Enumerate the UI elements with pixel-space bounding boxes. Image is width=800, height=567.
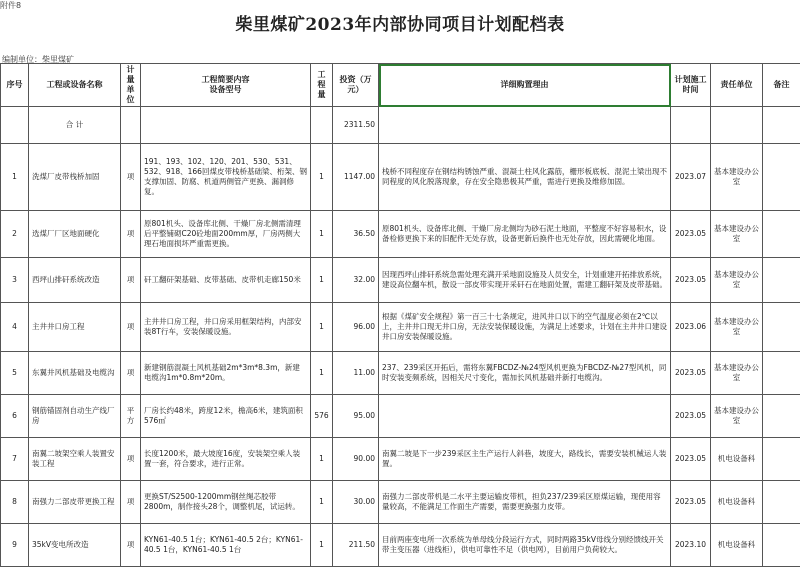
cell-reason[interactable]: 237、239采区开拓后，需将东翼FBCDZ-№24型风机更换为FBCDZ-№27型风机，同时安装变频系统，因相关尺寸变化，需加长风机基础并新打电缆沟。	[379, 352, 671, 395]
cell-no[interactable]: 4	[1, 303, 29, 352]
cell-unit[interactable]: 项	[121, 211, 141, 258]
table-row[interactable]	[1, 438, 800, 481]
cell-no[interactable]: 2	[1, 211, 29, 258]
cell-invest[interactable]: 30.00	[333, 481, 379, 524]
cell-content[interactable]: 191、193、102、120、201、530、531、532、918、166回煤皮带栈桥基础梁、桁架、钢支撑加固、防腐、机道两侧管产更换、漏洞修复。	[141, 144, 311, 211]
table-row[interactable]	[1, 303, 800, 352]
cell-dept[interactable]: 机电设备科	[711, 481, 763, 524]
table-row[interactable]	[1, 211, 800, 258]
cell-reason[interactable]	[379, 395, 671, 438]
cell-dept[interactable]: 基本建设办公室	[711, 395, 763, 438]
header-remark: 备注	[763, 64, 800, 107]
cell-remark[interactable]	[763, 438, 800, 481]
cell-remark[interactable]	[763, 303, 800, 352]
cell-invest[interactable]: 32.00	[333, 258, 379, 303]
cell-content[interactable]: 矸工翻矸架基础、皮带基础、皮带机走廊150米	[141, 258, 311, 303]
cell-dept[interactable]: 机电设备科	[711, 438, 763, 481]
cell-remark[interactable]	[763, 395, 800, 438]
header-qty: 工程量	[311, 64, 333, 107]
header-invest: 投资（万元）	[333, 64, 379, 107]
header-reason[interactable]: 详细购置理由	[379, 64, 671, 107]
cell-no[interactable]: 9	[1, 524, 29, 567]
table-row[interactable]	[1, 524, 800, 567]
header-name: 工程或设备名称	[29, 64, 121, 107]
cell-qty[interactable]: 1	[311, 438, 333, 481]
cell-name[interactable]: 钢筋锚固剂自动生产线厂房	[29, 395, 121, 438]
cell-invest[interactable]: 95.00	[333, 395, 379, 438]
cell-dept[interactable]: 基本建设办公室	[711, 144, 763, 211]
cell-no[interactable]: 3	[1, 258, 29, 303]
cell-qty[interactable]: 576	[311, 395, 333, 438]
cell-invest[interactable]: 1147.00	[333, 144, 379, 211]
cell-invest[interactable]: 211.50	[333, 524, 379, 567]
cell-content[interactable]: 原801机头、设备库北侧、干燥厂房北侧需清理后平整铺砌C20砼地面200mm厚，厂房两侧大理石地面损坏严重需更换。	[141, 211, 311, 258]
cell-plan-time[interactable]: 2023.05	[671, 481, 711, 524]
header-plan-time: 计划施工时间	[671, 64, 711, 107]
header-row	[1, 64, 800, 107]
header-unit: 计量单位	[121, 64, 141, 107]
cell-plan-time[interactable]: 2023.05	[671, 211, 711, 258]
cell-invest[interactable]: 90.00	[333, 438, 379, 481]
cell-plan-time[interactable]: 2023.05	[671, 438, 711, 481]
cell-content[interactable]: 长度1200米，最大坡度16度，安装架空乘人装置一套，符合要求，进行正常。	[141, 438, 311, 481]
cell-reason[interactable]: 根据《煤矿安全规程》第一百三十七条规定，进风井口以下的空气温度必须在2℃以上，主井井口现无井口房，无法安装保暖设施，为满足上述要求，计划在主井井口建设井口房安装保暖设施。	[379, 303, 671, 352]
cell-reason[interactable]: 原801机头、设备库北侧、干燥厂房北侧均为砂石泥土地面，平整度不好容易积水，设备检修更换下来的旧配件无处存放，设备更新后换件也无处存放，因此需硬化地面。	[379, 211, 671, 258]
cell-name[interactable]: 选煤厂厂区地面硬化	[29, 211, 121, 258]
cell-invest[interactable]: 96.00	[333, 303, 379, 352]
cell-dept[interactable]: 机电设备科	[711, 524, 763, 567]
cell-no[interactable]: 5	[1, 352, 29, 395]
cell-reason[interactable]: 因现西坪山排矸系统急需处理充满开采地面设施及人员安全，计划重建开拓排放系统，建设高位翻车机，散设一部皮带实现开采矸石在地面处置，需建工翻矸架及皮带基础。	[379, 258, 671, 303]
cell-unit[interactable]: 项	[121, 258, 141, 303]
cell-content[interactable]: 更换ST/S2500-1200mm钢丝绳芯胶带2800m，制作接头28个，调整机尾，试运转。	[141, 481, 311, 524]
cell-plan-time[interactable]: 2023.05	[671, 352, 711, 395]
cell-no[interactable]: 7	[1, 438, 29, 481]
cell-qty[interactable]: 1	[311, 258, 333, 303]
cell-name[interactable]: 主井井口房工程	[29, 303, 121, 352]
cell-plan-time[interactable]: 2023.05	[671, 395, 711, 438]
cell-invest[interactable]: 11.00	[333, 352, 379, 395]
cell-unit[interactable]: 项	[121, 352, 141, 395]
cell-no[interactable]: 1	[1, 144, 29, 211]
cell-no[interactable]: 6	[1, 395, 29, 438]
cell-dept[interactable]: 基本建设办公室	[711, 211, 763, 258]
cell-name[interactable]: 南翼二坡架空乘人装置安装工程	[29, 438, 121, 481]
header-content: 工程简要内容 设备型号	[141, 64, 311, 107]
table-row[interactable]	[1, 258, 800, 303]
cell-reason[interactable]: 南翼二坡是下一步239采区主生产运行人斜巷，坡度大，路线长，需要安装机械运人装置。	[379, 438, 671, 481]
cell-dept[interactable]: 基本建设办公室	[711, 303, 763, 352]
header-no: 序号	[1, 64, 29, 107]
cell-remark[interactable]	[763, 481, 800, 524]
cell-reason[interactable]: 栈桥不同程度存在钢结构锈蚀严重、混凝土柱风化露筋，栅形板底板、混泥土梁出现不同程度的风化脱落现象，存在安全隐患极其严重，需进行更换及维修加固。	[379, 144, 671, 211]
cell-qty[interactable]: 1	[311, 524, 333, 567]
cell-unit[interactable]: 项	[121, 481, 141, 524]
cell-name[interactable]: 东翼井风机基础及电缆沟	[29, 352, 121, 395]
cell-qty[interactable]: 1	[311, 303, 333, 352]
page-title: 柴里煤矿2023年内部协同项目计划配档表	[0, 10, 800, 35]
cell-reason[interactable]: 目前两座变电所一次系统为单母线分段运行方式，同时两路35kV母线分别经馈线开关带主变压器（进线柜），供电可靠性不足（供电网），目前用户负荷较大。	[379, 524, 671, 567]
table-row[interactable]	[1, 144, 800, 211]
cell-remark[interactable]	[763, 352, 800, 395]
table-row[interactable]	[1, 481, 800, 524]
cell-qty[interactable]: 1	[311, 144, 333, 211]
header-dept: 责任单位	[711, 64, 763, 107]
cell-qty[interactable]: 1	[311, 481, 333, 524]
cell-plan-time[interactable]: 2023.05	[671, 258, 711, 303]
cell-plan-time[interactable]: 2023.06	[671, 303, 711, 352]
cell-plan-time[interactable]: 2023.10	[671, 524, 711, 567]
cell-invest[interactable]: 36.50	[333, 211, 379, 258]
project-plan-table	[0, 63, 800, 567]
cell-unit[interactable]: 项	[121, 524, 141, 567]
cell-unit[interactable]: 项	[121, 303, 141, 352]
cell-remark[interactable]	[763, 524, 800, 567]
cell-name[interactable]: 西坪山排矸系统改造	[29, 258, 121, 303]
cell-unit[interactable]: 项	[121, 144, 141, 211]
summary-label: 合 计	[29, 107, 121, 144]
cell-reason[interactable]: 南强力二部皮带机是二水平主要运输皮带机，担负237/239采区原煤运输，现使用容量较高，不能满足工作面生产需要，需要更换强力皮带。	[379, 481, 671, 524]
table-row[interactable]	[1, 352, 800, 395]
cell-remark[interactable]	[763, 144, 800, 211]
cell-dept[interactable]: 基本建设办公室	[711, 258, 763, 303]
cell-unit[interactable]: 项	[121, 438, 141, 481]
cell-content[interactable]: 主井井口房工程，井口房采用框架结构，内部安装8T行车，安装保暖设施。	[141, 303, 311, 352]
summary-row	[1, 107, 800, 144]
cell-qty[interactable]: 1	[311, 352, 333, 395]
summary-invest: 2311.50	[333, 107, 379, 144]
cell-name[interactable]: 35kV变电所改造	[29, 524, 121, 567]
cell-dept[interactable]: 基本建设办公室	[711, 352, 763, 395]
cell-content[interactable]: 厂房长约48米，跨度12米，檐高6米，建筑面积576㎡	[141, 395, 311, 438]
cell-no[interactable]: 8	[1, 481, 29, 524]
cell-qty[interactable]: 1	[311, 211, 333, 258]
cell-plan-time[interactable]: 2023.07	[671, 144, 711, 211]
cell-name[interactable]: 洗煤厂皮带栈桥加固	[29, 144, 121, 211]
cell-name[interactable]: 南强力二部皮带更换工程	[29, 481, 121, 524]
cell-content[interactable]: 新建钢筋混凝土风机基础2m*3m*8.3m，新建电缆沟1m*0.8m*20m。	[141, 352, 311, 395]
cell-remark[interactable]	[763, 211, 800, 258]
table-row[interactable]	[1, 395, 800, 438]
cell-unit[interactable]: 平方	[121, 395, 141, 438]
attachment-label: 附件8	[0, 0, 21, 11]
compiling-unit: 编制单位：柴里煤矿	[2, 54, 74, 65]
cell-remark[interactable]	[763, 258, 800, 303]
cell-content[interactable]: KYN61-40.5 1台；KYN61-40.5 2台；KYN61-40.5 1台，KYN61-40.5 1台	[141, 524, 311, 567]
